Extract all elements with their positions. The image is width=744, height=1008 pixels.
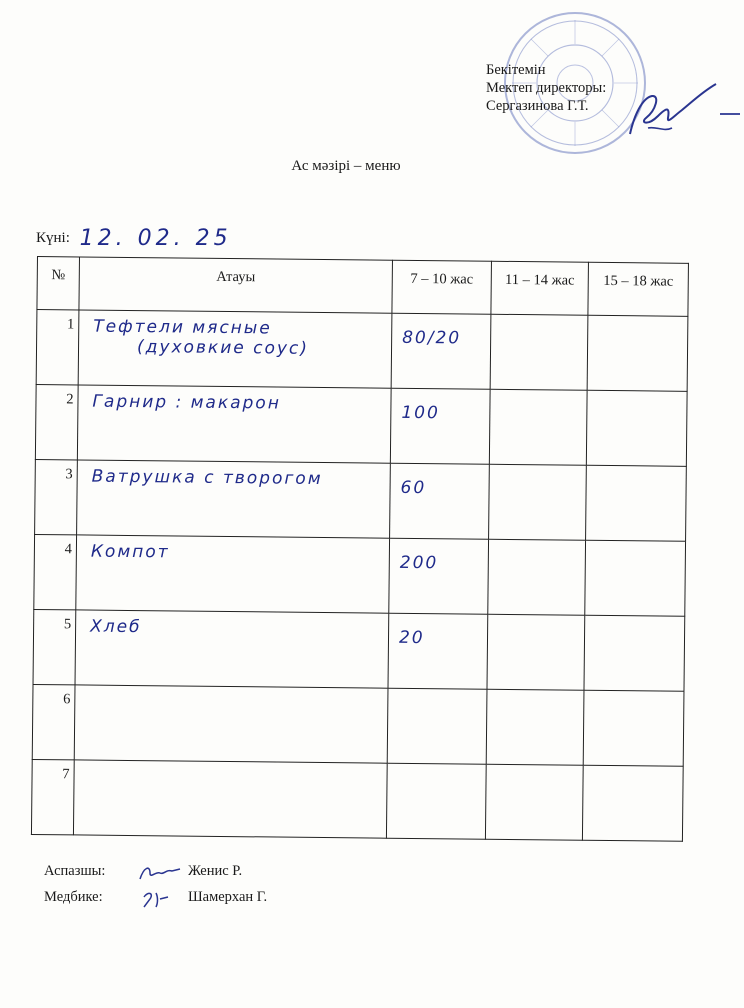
signature-block [44, 858, 267, 910]
header-number: № [37, 257, 80, 310]
table-row [31, 759, 683, 841]
table-row [35, 459, 687, 541]
portion-11-14 [490, 314, 588, 390]
dish-name: Хлеб [75, 610, 389, 688]
cook-name: Женис Р. [188, 863, 243, 879]
portion-11-14 [488, 539, 586, 615]
date-row [36, 226, 232, 251]
dish-name: Компот [76, 535, 390, 613]
header-age-7-10: 7 – 10 жас [392, 260, 492, 314]
nurse-signature-row [44, 884, 267, 910]
director-signature [612, 76, 742, 146]
portion-15-18 [584, 615, 685, 691]
dish-name: Ватрушка с творогом [77, 460, 391, 538]
row-number: 1 [36, 310, 79, 385]
header-age-11-14: 11 – 14 жас [491, 261, 589, 315]
header-name: Атауы [79, 257, 393, 313]
portion-15-18 [586, 465, 687, 541]
portion-11-14 [487, 614, 585, 690]
table-row [34, 534, 686, 616]
nurse-name: Шамерхан Г. [188, 889, 268, 905]
row-number: 6 [32, 684, 75, 759]
cook-signature [136, 861, 182, 883]
table-row [35, 384, 687, 466]
portion-15-18 [583, 690, 684, 766]
table-row [33, 609, 685, 691]
table-header-row [37, 257, 689, 317]
portion-7-10: 100 [390, 388, 490, 464]
table-row [36, 310, 688, 392]
cook-label: Аспазшы: [44, 863, 106, 879]
portion-7-10: 60 [390, 463, 490, 539]
portion-7-10: 20 [388, 613, 488, 689]
cook-signature-row [44, 858, 267, 884]
dish-name [74, 685, 388, 763]
portion-11-14 [489, 389, 587, 465]
portion-11-14 [486, 689, 584, 765]
row-number: 2 [35, 384, 78, 459]
dish-name: Гарнир : макарон [77, 385, 391, 463]
header-age-15-18: 15 – 18 жас [588, 262, 689, 316]
portion-11-14 [485, 764, 583, 840]
page-title: Ас мәзірі – меню [291, 158, 401, 174]
row-number: 7 [31, 759, 74, 834]
portion-7-10: 80/20 [391, 313, 491, 389]
portion-15-18 [587, 315, 688, 391]
portion-15-18 [582, 765, 683, 841]
approval-line-2: Мектеп директоры: [486, 80, 607, 96]
dish-name: Тефтели мясные (духовкие соус) [78, 310, 392, 388]
approval-line-3: Сергазинова Г.Т. [486, 98, 589, 114]
date-label: Күні: [36, 230, 70, 246]
portion-15-18 [586, 390, 687, 466]
portion-7-10 [386, 763, 486, 839]
portion-7-10 [387, 688, 487, 764]
dish-name [73, 760, 387, 838]
nurse-signature [136, 887, 182, 909]
menu-table [31, 256, 689, 842]
row-number: 3 [35, 459, 78, 534]
portion-11-14 [489, 464, 587, 540]
row-number: 4 [34, 534, 77, 609]
table-row [32, 684, 684, 766]
portion-15-18 [585, 540, 686, 616]
date-value: 12. 02. 25 [79, 226, 232, 251]
approval-block [486, 61, 606, 115]
nurse-label: Медбике: [44, 889, 103, 905]
portion-7-10: 200 [389, 538, 489, 614]
approval-line-1: Бекітемін [486, 62, 546, 78]
row-number: 5 [33, 609, 76, 684]
